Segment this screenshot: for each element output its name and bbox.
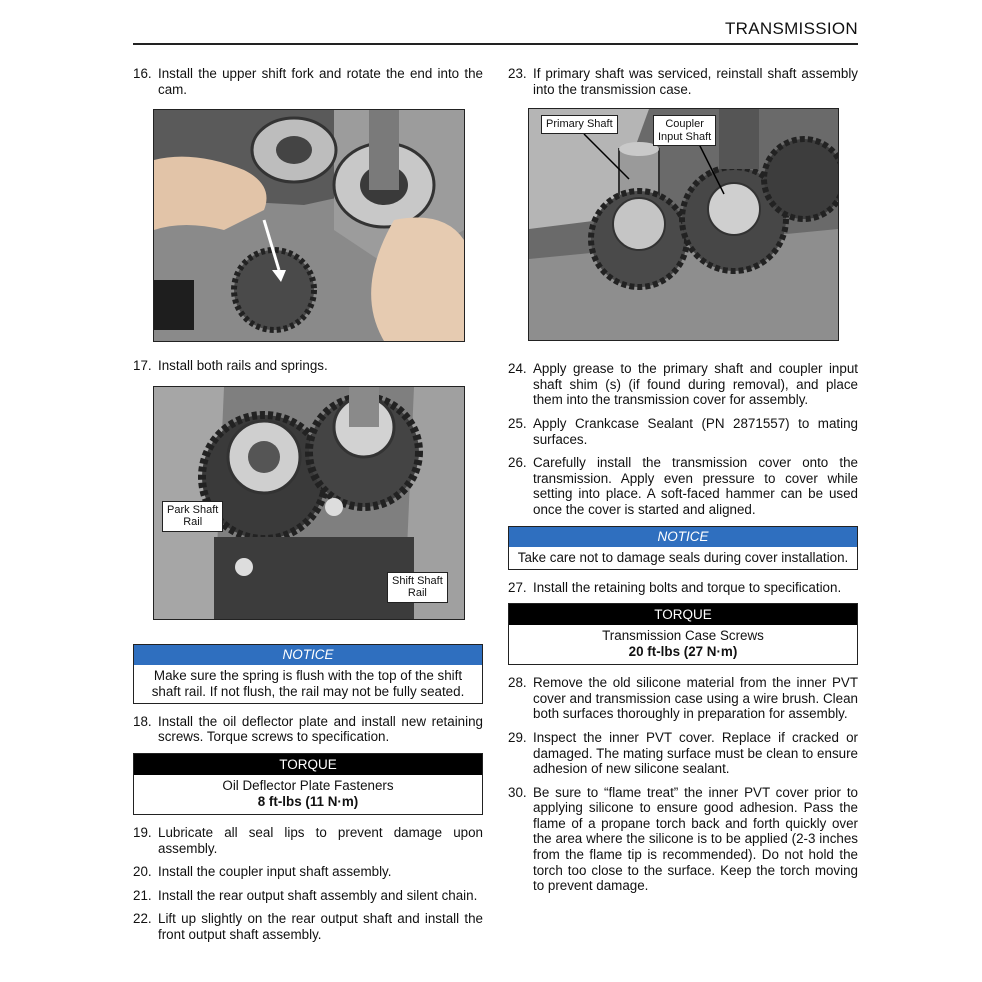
torque-body	[134, 775, 482, 814]
step-text: Install the oil deflector plate and install new retaining screws. Torque screws to specification.	[158, 713, 483, 745]
step-number: 19.	[133, 824, 152, 840]
step-25	[508, 416, 858, 447]
torque-heading: TORQUE	[509, 604, 857, 625]
torque-value: 20 ft-lbs (27 N·m)	[628, 644, 738, 660]
notice-box-seals	[508, 526, 858, 570]
step-number: 20.	[133, 864, 152, 880]
step-number: 22.	[133, 911, 152, 927]
step-number: 23.	[508, 66, 527, 81]
callout-line: Primary Shaft	[546, 118, 613, 131]
step-number: 28.	[508, 675, 527, 691]
step-number: 27.	[508, 579, 527, 595]
step-text: Apply Crankcase Sealant (PN 2871557) to mating surfaces.	[533, 415, 858, 447]
step-16	[133, 66, 483, 97]
callout-line: Input Shaft	[658, 130, 712, 143]
step-text: Inspect the inner PVT cover. Replace if cracked or damaged. The mating surface must be clean to ensure adhesion of new silicone sealant.	[533, 729, 858, 777]
torque-heading: TORQUE	[134, 754, 482, 775]
step-number: 24.	[508, 361, 527, 377]
left-column	[133, 66, 483, 951]
torque-body	[509, 625, 857, 664]
step-text: Lift up slightly on the rear output shaft and install the front output shaft assembly.	[158, 911, 483, 942]
step-27	[508, 580, 858, 596]
page-header-title: TRANSMISSION	[724, 19, 858, 38]
step-number: 30.	[508, 784, 527, 800]
step-30	[508, 785, 858, 894]
step-29	[508, 730, 858, 777]
callout-line: Coupler	[665, 118, 704, 131]
step-number: 29.	[508, 729, 527, 745]
step-19	[133, 825, 483, 856]
step-text: Install both rails and springs.	[158, 358, 328, 374]
torque-item: Transmission Case Screws	[602, 628, 764, 644]
step-20	[133, 864, 483, 880]
step-18	[133, 714, 483, 745]
notice-heading: NOTICE	[509, 527, 857, 547]
notice-body: Take care not to damage seals during cover installation.	[517, 549, 849, 565]
step-text: Lubricate all seal lips to prevent damage upon assembly.	[158, 824, 483, 856]
step-26	[508, 455, 858, 517]
torque-item: Oil Deflector Plate Fasteners	[222, 777, 394, 793]
step-text: Install the rear output shaft assembly and silent chain.	[158, 887, 478, 903]
step-text: Apply grease to the primary shaft and coupler input shaft shim (s) (if found during removal), and place them into the transmission cover for assembly.	[533, 361, 858, 408]
callout-line: Park Shaft	[167, 503, 219, 516]
step-text: Remove the old silicone material from the inner PVT cover and transmission case using a wire brush. Clean both surfaces thoroughly in preparation for assembly.	[533, 675, 858, 722]
torque-value: 8 ft-lbs (11 N·m)	[257, 793, 359, 809]
step-text: Carefully install the transmission cover onto the transmission. Apply even pressure to cover while setting into place. A soft-faced hammer can be used once the cover is started and aligned.	[533, 455, 858, 517]
callout-primary-shaft	[541, 115, 618, 134]
step-28	[508, 675, 858, 722]
callout-shift-shaft-rail	[387, 572, 448, 603]
torque-box-oil-deflector	[133, 753, 483, 815]
step-number: 21.	[133, 887, 152, 903]
step-text: Install the upper shift fork and rotate the end into the cam.	[158, 66, 483, 97]
step-text: Install the coupler input shaft assembly.	[158, 864, 392, 880]
callout-park-shaft-rail	[162, 501, 223, 532]
header-rule	[133, 43, 858, 45]
step-21	[133, 888, 483, 904]
step-17	[133, 358, 483, 374]
step-number: 26.	[508, 455, 527, 471]
callout-coupler-input-shaft	[653, 115, 716, 146]
callout-line: Rail	[407, 587, 427, 600]
notice-box-spring	[133, 644, 483, 704]
step-number: 17.	[133, 358, 152, 374]
photo-rails-springs	[153, 386, 465, 620]
step-24	[508, 361, 858, 408]
right-column	[508, 66, 858, 902]
step-number: 18.	[133, 713, 152, 729]
callout-line: Rail	[183, 516, 203, 529]
notice-heading: NOTICE	[134, 645, 482, 665]
step-text: Install the retaining bolts and torque to specification.	[533, 579, 842, 595]
step-23	[508, 66, 858, 97]
step-text: If primary shaft was serviced, reinstall shaft assembly into the transmission case.	[533, 66, 858, 97]
photo-upper-shift-fork	[153, 109, 465, 342]
photo-primary-coupler-shaft	[528, 108, 839, 341]
notice-body: Make sure the spring is flush with the top of the shift shaft rail. If not flush, the rail may not be fully seated.	[151, 667, 465, 699]
step-number: 25.	[508, 415, 527, 431]
torque-box-case-screws	[508, 603, 858, 665]
callout-line: Shift Shaft	[392, 574, 443, 587]
step-22	[133, 911, 483, 942]
step-text: Be sure to “flame treat” the inner PVT cover prior to applying silicone to ensure good adhesion. Pass the flame of a propane torch back and forth quickly over the area where the silicone is to be applied (2-3 inches from the flame tip is recommended). Do not hold the torch too close to the surface. Keep the torch moving to prevent damage.	[533, 784, 858, 894]
step-number: 16.	[133, 66, 152, 81]
